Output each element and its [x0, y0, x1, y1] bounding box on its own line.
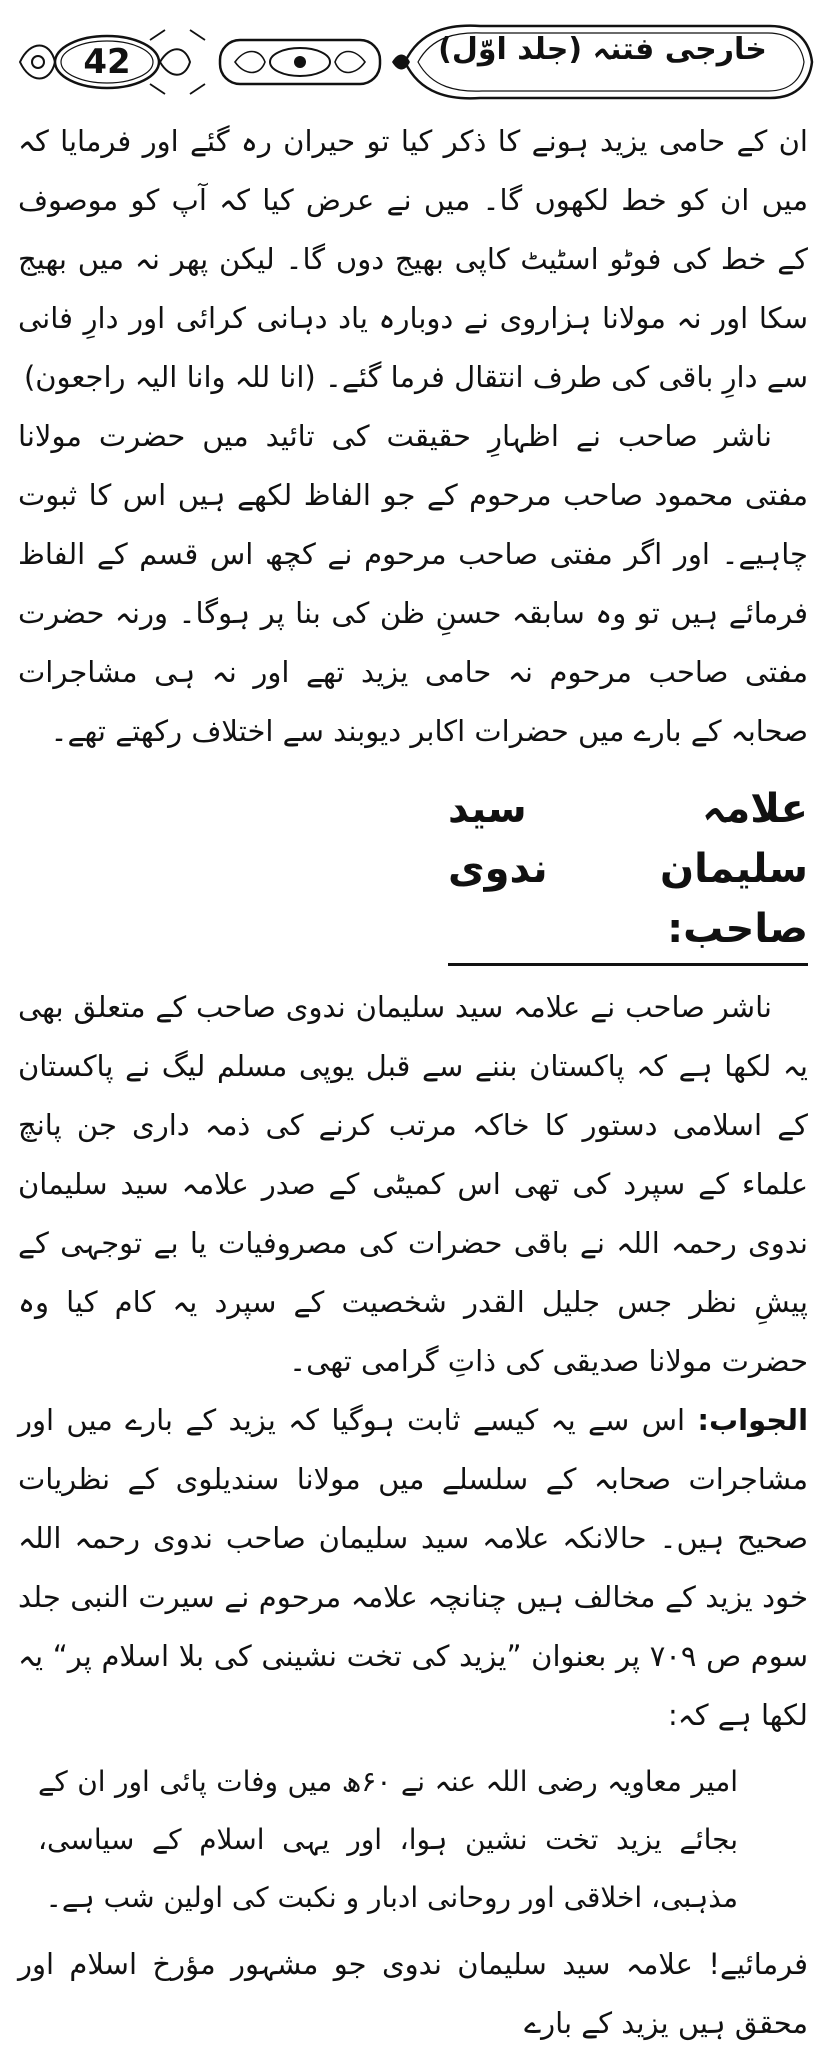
answer-label: الجواب: [697, 1403, 809, 1437]
section-heading: علامہ سید سلیمان ندوی صاحب: [448, 779, 808, 966]
answer-text: اس سے یہ کیسے ثابت ہوگیا کہ یزید کے بارے میں اور مشاجرات صحابہ کے سلسلے میں مولانا سندیلوی کے نظریات صحیح ہیں۔ حالانکہ علامہ سید سلیمان صاحب ندوی رحمہ اللہ خود یزید کے مخالف ہیں چنانچہ علامہ مرحوم نے سیرت النبی جلد سوم ص ۷۰۹ پر بعنوان ”یزید کی تخت نشینی کی بلا اسلام پر“ یہ لکھا ہے کہ: [18, 1403, 809, 1732]
paragraph: ناشر صاحب نے اظہارِ حقیقت کی تائید میں حضرت مولانا مفتی محمود صاحب مرحوم کے جو الفاظ لکھے ہیں اس کا ثبوت چاہیے۔ اور اگر مفتی صاحب مرحوم نے کچھ اس قسم کے الفاظ فرمائے ہیں تو وہ سابقہ حسنِ ظن کی بنا پر ہوگا۔ ورنہ حضرت مفتی صاحب مرحوم نہ حامی یزید تھے اور نہ ہی مشاجرات صحابہ کے بارے میں حضرات اکابر دیوبند سے اختلاف رکھتے تھے۔ [18, 419, 808, 748]
running-title: خارجی فتنہ (جلد اوّل) [438, 32, 767, 67]
page-body [18, 112, 808, 2053]
paragraph: ناشر صاحب نے علامہ سید سلیمان ندوی صاحب کے متعلق بھی یہ لکھا ہے کہ پاکستان بننے سے قبل یوپی مسلم لیگ نے پاکستان کے اسلامی دستور کا خاکہ مرتب کرنے کی ذمہ داری جن پانچ علماء کے سپرد کی تھی اس کمیٹی کے صدر علامہ سید سلیمان ندوی رحمہ اللہ نے باقی حضرات کی مصروفیات یا بے توجہی کے پیشِ نظر جس جلیل القدر شخصیت کے سپرد یہ کام کیا وہ حضرت مولانا صدیقی کی ذاتِ گرامی تھی۔ [18, 990, 808, 1378]
answer-paragraph [18, 1391, 808, 1745]
block-quote: امیر معاویہ رضی اللہ عنہ نے ۶۰ھ میں وفات پائی اور ان کے بجائے یزید تخت نشین ہوا، اور یہی اسلام کے سیاسی، مذہبی، اخلاقی اور روحانی ادبار و نکبت کی اولین شب ہے۔ [38, 1765, 739, 1914]
paragraph: ان کے حامی یزید ہونے کا ذکر کیا تو حیران رہ گئے اور فرمایا کہ میں ان کو خط لکھوں گا۔ میں نے عرض کیا کہ آپ کو موصوف کے خط کی فوٹو اسٹیٹ کاپی بھیج دوں گا۔ لیکن پھر نہ میں بھیج سکا اور نہ مولانا ہزاروی نے دوبارہ یاد دہانی کرائی اور دارِ فانی سے دارِ باقی کی طرف انتقال فرما گئے۔ (انا للہ وانا الیہ راجعون) [18, 124, 808, 394]
page-number: 42 [83, 42, 131, 82]
paragraph: فرمائیے! علامہ سید سلیمان ندوی جو مشہور مؤرخ اسلام اور محقق ہیں یزید کے بارے [18, 1947, 808, 2040]
page-header [0, 0, 825, 110]
